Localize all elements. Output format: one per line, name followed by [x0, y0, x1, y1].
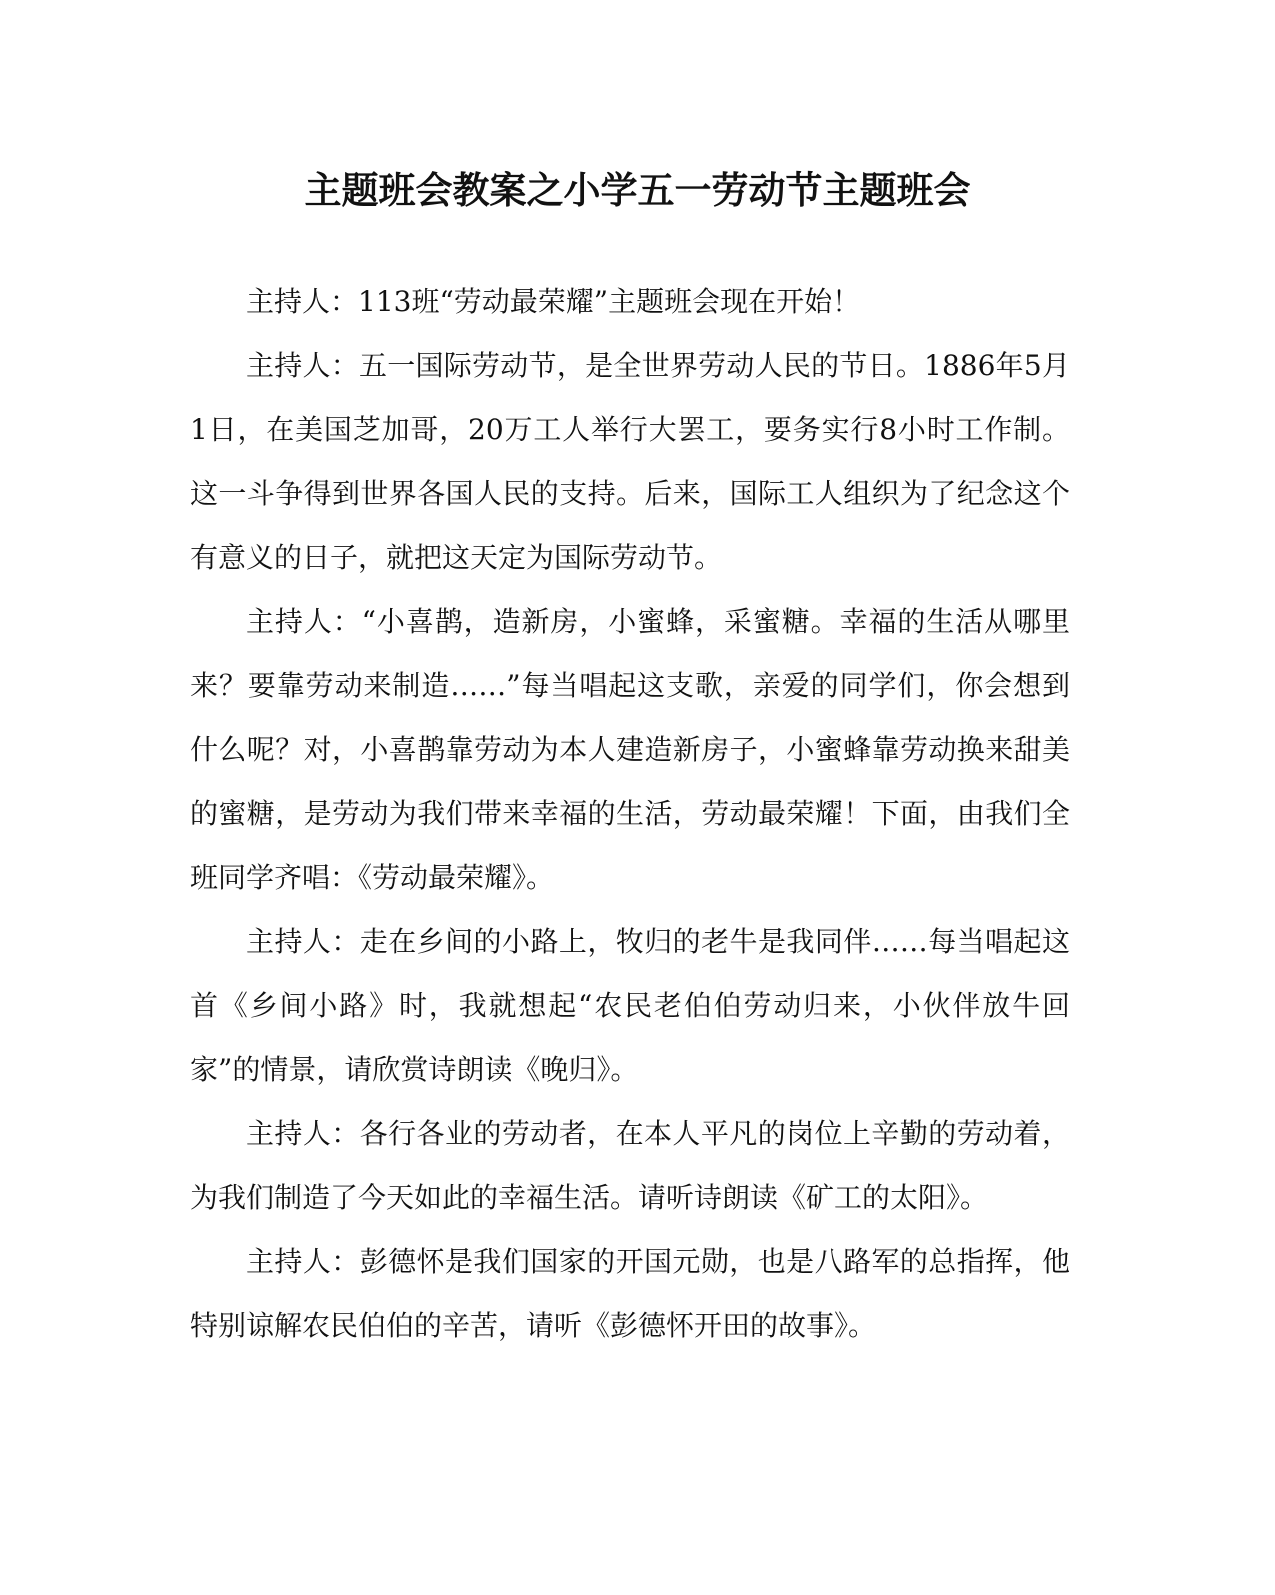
paragraph: 主持人：“小喜鹊，造新房，小蜜蜂，采蜜糖。幸福的生活从哪里来？要靠劳动来制造……”每当唱起这支歌，亲爱的同学们，你会想到什么呢？对，小喜鹊靠劳动为本人建造新房子，小蜜蜂靠劳动换来甜美的蜜糖，是劳动为我们带来幸福的生活，劳动最荣耀！下面，由我们全班同学齐唱：《劳动最荣耀》。: [190, 605, 1070, 894]
paragraph: 主持人：五一国际劳动节，是全世界劳动人民的节日。1886年5月1日，在美国芝加哥，20万工人举行大罢工，要务实行8小时工作制。这一斗争得到世界各国人民的支持。后来，国际工人组织为了纪念这个有意义的日子，就把这天定为国际劳动节。: [190, 349, 1070, 574]
paragraph: 主持人：113班“劳动最荣耀”主题班会现在开始！: [246, 285, 861, 318]
paragraph: 主持人：各行各业的劳动者，在本人平凡的岗位上辛勤的劳动着，为我们制造了今天如此的幸福生活。请听诗朗读《矿工的太阳》。: [190, 1117, 1070, 1214]
document-body: [190, 270, 1070, 1358]
document-title: 主题班会教案之小学五一劳动节主题班会: [304, 168, 971, 212]
paragraph: 主持人：走在乡间的小路上，牧归的老牛是我同伴……每当唱起这首《乡间小路》时，我就想起“农民老伯伯劳动归来，小伙伴放牛回家”的情景，请欣赏诗朗读《晚归》。: [190, 925, 1070, 1086]
paragraph: 主持人：彭德怀是我们国家的开国元勋，也是八路军的总指挥，他特别谅解农民伯伯的辛苦，请听《彭德怀开田的故事》。: [190, 1245, 1070, 1342]
